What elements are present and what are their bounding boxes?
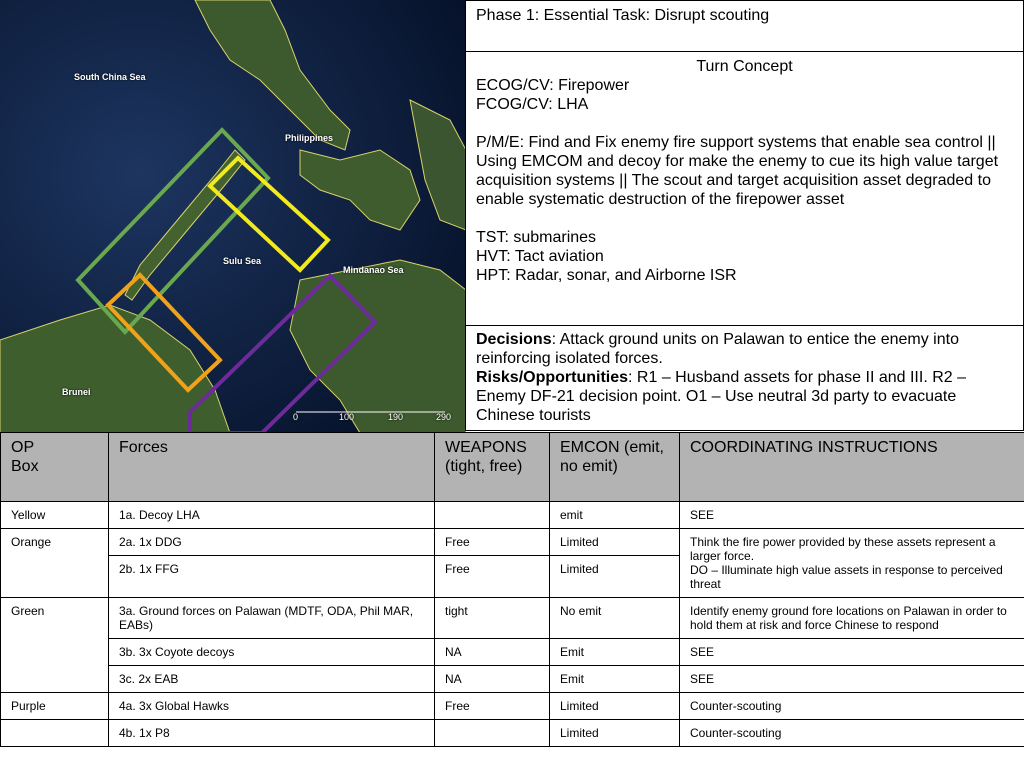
hvt-line: HVT: Tact aviation [476,248,604,265]
scale-label-290: 290 [436,412,452,422]
table-row [1,693,1024,720]
table-row [1,598,1024,639]
forces-table [0,432,1024,747]
cell-force: 3a. Ground forces on Palawan (MDTF, ODA, Phil MAR, EABs) [109,598,435,639]
cell-emcon: Limited [550,720,680,747]
cell-force: 4b. 1x P8 [109,720,435,747]
ecog-line: ECOG/CV: Firepower [476,77,630,94]
risks-paragraph [476,368,1013,425]
cell-coord: Identify enemy ground fore locations on Palawan in order to hold them at risk and force Chinese to respond [680,598,1024,639]
cell-weapons [435,502,550,529]
cell-coord: SEE [680,502,1024,529]
decisions-text: : Attack ground units on Palawan to entice the enemy into reinforcing isolated forces. [476,331,959,367]
cell-force: 1a. Decoy LHA [109,502,435,529]
cell-weapons [435,720,550,747]
label-south-china-sea: South China Sea [74,72,146,82]
table-row [1,639,1024,666]
cell-coord: Think the fire power provided by these assets represent a larger force. DO – Illuminate high value assets in response to perceived threat [680,529,1024,598]
cell-weapons: Free [435,693,550,720]
cell-weapons: NA [435,639,550,666]
phase-title: Phase 1: Essential Task: Disrupt scouting [476,7,770,24]
cell-force: 4a. 3x Global Hawks [109,693,435,720]
phase-panel [465,0,1024,52]
cell-emcon: No emit [550,598,680,639]
decisions-label: Decisions [476,331,552,348]
cell-box [1,720,109,747]
decisions-paragraph [476,330,1013,368]
cell-weapons: NA [435,666,550,693]
cell-box: Purple [1,693,109,720]
cell-coord: SEE [680,639,1024,666]
scale-label-0: 0 [293,412,299,422]
header-emcon: EMCON (emit, no emit) [550,433,680,502]
scale-label-100: 100 [339,412,355,422]
satellite-map [0,0,466,433]
cell-box: Yellow [1,502,109,529]
table-header-row [1,433,1024,502]
cell-emcon: emit [550,502,680,529]
cell-emcon: Emit [550,666,680,693]
scale-label-190: 190 [388,412,404,422]
hpt-line: HPT: Radar, sonar, and Airborne ISR [476,267,737,284]
cell-coord: SEE [680,666,1024,693]
cell-box: Orange [1,529,109,598]
header-forces: Forces [109,433,435,502]
fcog-line: FCOG/CV: LHA [476,96,589,113]
cell-weapons: Free [435,529,550,556]
cell-emcon: Limited [550,556,680,598]
cell-emcon: Limited [550,529,680,556]
cell-weapons: Free [435,556,550,598]
header-coordinating-instructions: COORDINATING INSTRUCTIONS [680,433,1024,502]
label-philippines: Philippines [285,133,334,143]
cell-weapons: tight [435,598,550,639]
label-mindanao-sea: Mindanao Sea [343,265,404,275]
map-graphic [0,0,466,433]
label-sulu-sea: Sulu Sea [223,256,262,266]
turn-concept-panel [465,51,1024,326]
risks-text: : R1 – Husband assets for phase II and III. R2 – Enemy DF-21 decision point. O1 – Use neutral 3d party to evacuate Chinese tourists [476,369,966,424]
cell-force: 2b. 1x FFG [109,556,435,598]
cell-force: 3b. 3x Coyote decoys [109,639,435,666]
risks-label: Risks/Opportunities [476,369,629,386]
cell-coord: Counter-scouting [680,720,1024,747]
cell-emcon: Limited [550,693,680,720]
table-row [1,720,1024,747]
label-brunei: Brunei [62,387,91,397]
cell-emcon: Emit [550,639,680,666]
table-row [1,502,1024,529]
cell-force: 3c. 2x EAB [109,666,435,693]
cell-coord: Counter-scouting [680,693,1024,720]
table-row [1,666,1024,693]
header-weapons: WEAPONS (tight, free) [435,433,550,502]
turn-concept-heading: Turn Concept [696,58,793,75]
cell-force: 2a. 1x DDG [109,529,435,556]
tst-line: TST: submarines [476,229,597,246]
header-op-box: OP Box [1,433,109,502]
decisions-panel [465,325,1024,431]
pme-paragraph: P/M/E: Find and Fix enemy fire support systems that enable sea control || Using EMCOM and decoy for make the enemy to cue its high value target acquisition systems || The scout and target acquisition asset degraded to enable systematic destruction of the firepower asset [476,134,999,208]
cell-box: Green [1,598,109,693]
table-row [1,529,1024,556]
